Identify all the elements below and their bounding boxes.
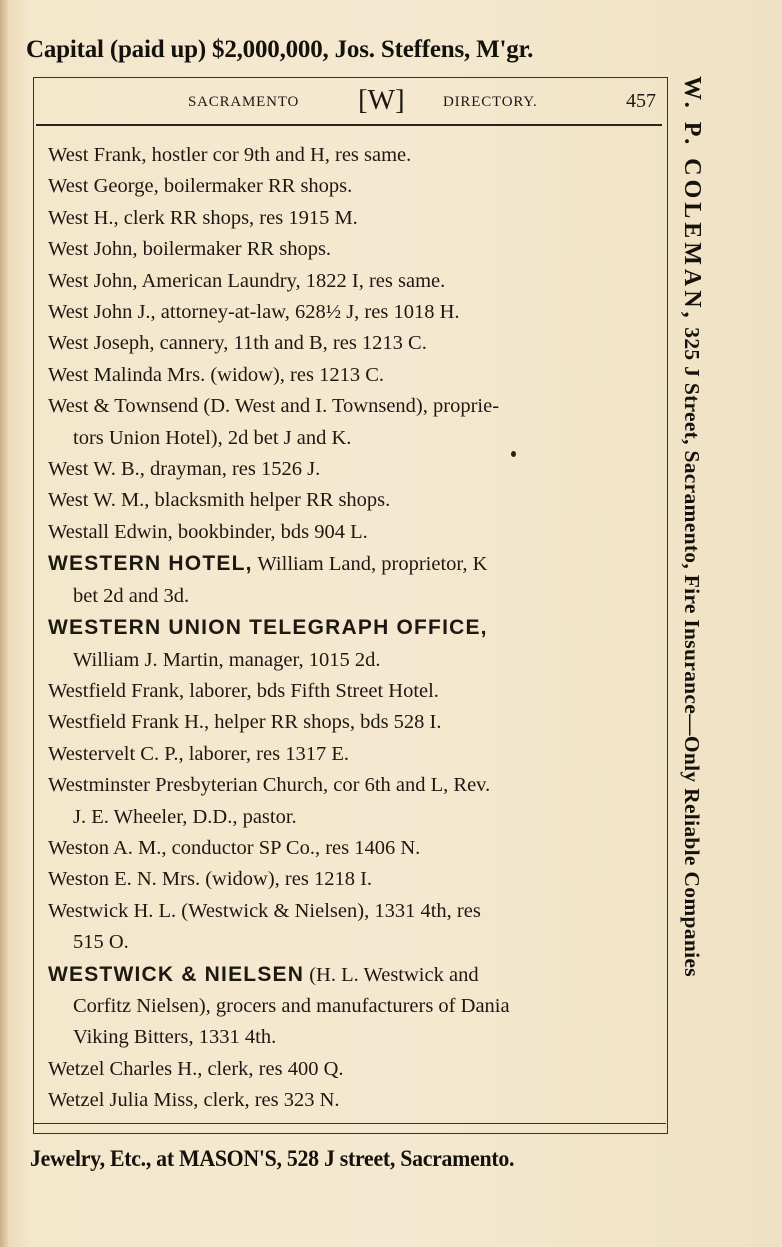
- directory-entry: [48, 297, 652, 328]
- entry-line: Westminster Presbyterian Church, cor 6th and L, Rev.: [48, 774, 491, 797]
- directory-entry: [48, 203, 652, 234]
- entry-caps-name: WESTWICK & NIELSEN: [48, 962, 305, 986]
- entry-continuation-line: J. E. Wheeler, D.D., pastor.: [73, 805, 297, 828]
- header-rule: [36, 124, 662, 126]
- entry-line: Wetzel Julia Miss, clerk, res 323 N.: [48, 1089, 340, 1112]
- entry-line: Weston A. M., conductor SP Co., res 1406 N.: [48, 836, 421, 859]
- entry-line: Westwick H. L. (Westwick & Nielsen), 1331 4th, res: [48, 899, 481, 922]
- entry-line: Wetzel Charles H., clerk, res 400 Q.: [48, 1057, 344, 1080]
- entry-line: Westervelt C. P., laborer, res 1317 E.: [48, 742, 349, 765]
- entry-line: West John J., attorney-at-law, 628½ J, res 1018 H.: [48, 301, 460, 324]
- entry-line: Westfield Frank, laborer, bds Fifth Street Hotel.: [48, 679, 439, 702]
- entry-continuation-line: Viking Bitters, 1331 4th.: [73, 1026, 277, 1049]
- top-advertisement: Capital (paid up) $2,000,000, Jos. Steffens, M'gr.: [26, 36, 534, 63]
- entry-line: West & Townsend (D. West and I. Townsend), proprie-: [48, 395, 500, 418]
- directory-entry: [48, 864, 652, 895]
- directory-entry: [48, 770, 652, 833]
- directory-entry: [48, 548, 652, 612]
- directory-entry: [48, 140, 652, 171]
- header-directory: DIRECTORY.: [443, 94, 538, 110]
- entry-line: West W. B., drayman, res 1526 J.: [48, 458, 321, 481]
- bottom-advertisement: Jewelry, Etc., at MASON'S, 528 J street, Sacramento.: [30, 1146, 515, 1171]
- directory-entry: [48, 391, 652, 454]
- directory-entry: [48, 266, 652, 297]
- directory-entry: [48, 833, 652, 864]
- directory-entries: [48, 140, 652, 1117]
- entry-line: West John, American Laundry, 1822 I, res same.: [48, 269, 446, 292]
- directory-entry: [48, 1054, 652, 1085]
- entry-caps-name: WESTERN UNION TELEGRAPH OFFICE,: [48, 616, 488, 640]
- directory-entry: [48, 485, 652, 516]
- entry-caps-name: WESTERN HOTEL,: [48, 552, 253, 576]
- directory-entry: [48, 676, 652, 707]
- entry-line: Westall Edwin, bookbinder, bds 904 L.: [48, 520, 368, 543]
- entry-line: Westfield Frank H., helper RR shops, bds 528 I.: [48, 711, 442, 734]
- entry-line: West Malinda Mrs. (widow), res 1213 C.: [48, 363, 384, 386]
- page-number: 457: [626, 90, 656, 112]
- directory-entry: [48, 612, 652, 676]
- ink-speck: [511, 451, 516, 457]
- directory-entry: [48, 234, 652, 265]
- header-city: SACRAMENTO: [188, 94, 300, 110]
- entry-line: Weston E. N. Mrs. (widow), res 1218 I.: [48, 868, 373, 891]
- entry-continuation-line: William J. Martin, manager, 1015 2d.: [73, 648, 381, 671]
- frame-bottom-rule: [33, 1123, 666, 1124]
- entry-continuation-line: tors Union Hotel), 2d bet J and K.: [73, 426, 352, 449]
- entry-line: William Land, proprietor, K: [252, 553, 488, 576]
- entry-continuation-line: bet 2d and 3d.: [73, 584, 190, 607]
- entry-line: West John, boilermaker RR shops.: [48, 238, 332, 261]
- directory-entry: [48, 959, 652, 1054]
- entry-line: West H., clerk RR shops, res 1915 M.: [48, 206, 358, 229]
- entry-line: (H. L. Westwick and: [304, 963, 479, 986]
- directory-entry: [48, 1085, 652, 1116]
- header-letter: [W]: [358, 84, 405, 116]
- side-ad-text: 325 J Street, Sacramento, Fire Insurance—Only Reliable Companies: [680, 321, 704, 977]
- entry-continuation-line: Corfitz Nielsen), grocers and manufacturers of Dania: [73, 994, 510, 1017]
- entry-line: West W. M., blacksmith helper RR shops.: [48, 489, 391, 512]
- directory-entry: [48, 707, 652, 738]
- directory-entry: [48, 360, 652, 391]
- directory-entry: [48, 517, 652, 548]
- entry-line: West Frank, hostler cor 9th and H, res same.: [48, 144, 412, 166]
- directory-entry: [48, 896, 652, 959]
- running-header: [36, 84, 660, 122]
- side-advertisement: [674, 76, 710, 1138]
- directory-entry: [48, 739, 652, 770]
- directory-entry: [48, 171, 652, 202]
- directory-entry: [48, 454, 652, 485]
- page-edge: [0, 0, 8, 1247]
- directory-entry: [48, 328, 652, 359]
- entry-line: West Joseph, cannery, 11th and B, res 1213 C.: [48, 332, 427, 355]
- entry-continuation-line: 515 O.: [73, 931, 129, 954]
- entry-line: West George, boilermaker RR shops.: [48, 175, 353, 198]
- side-ad-name: W. P. COLEMAN,: [679, 76, 705, 322]
